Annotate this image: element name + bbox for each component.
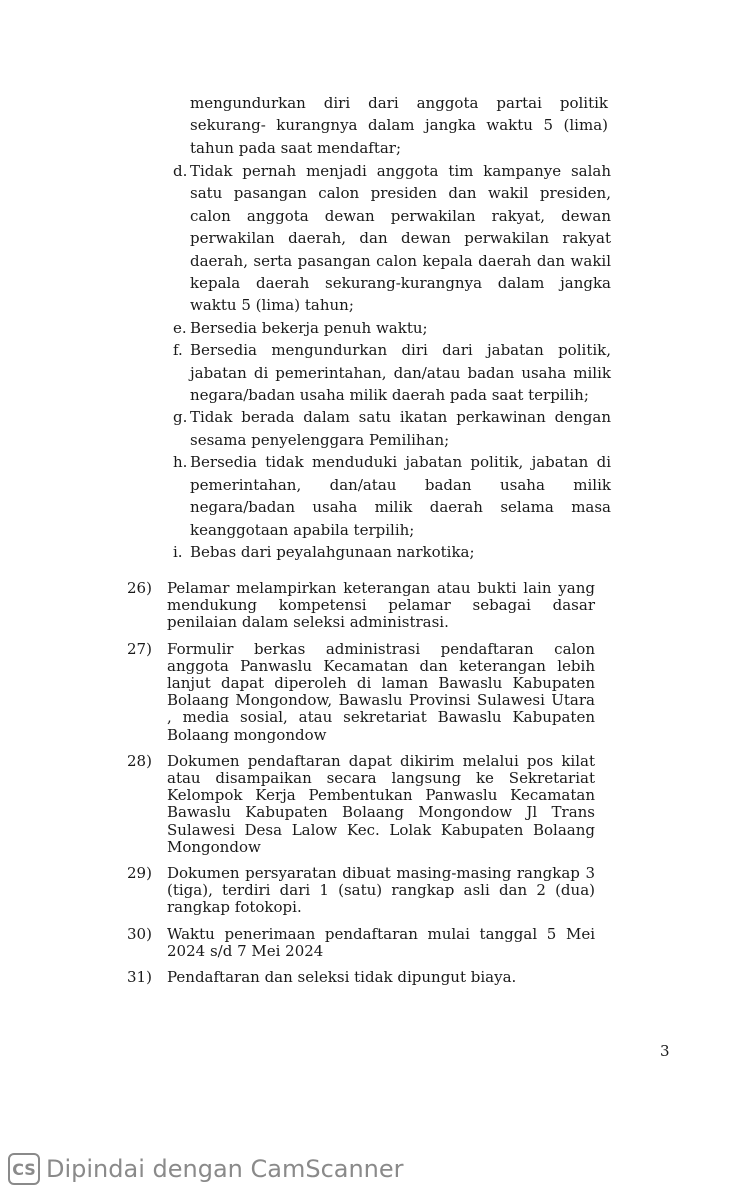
item-text: Tidak berada dalam satu ikatan perkawinan dengan sesama penyelenggara Pemilihan; [190,408,611,449]
camscanner-watermark [8,1150,404,1188]
list-item [173,317,611,339]
item-label: f. [173,341,183,360]
list-item [173,160,611,317]
item-number: 29) [127,864,152,883]
list-item [173,406,611,451]
item-text: Bersedia tidak menduduki jabatan politik, jabatan di pemerintahan, dan/atau badan usaha milik negara/badan usaha milik daerah selama masa keanggotaan apabila terpilih; [190,453,611,539]
list-item [127,580,595,632]
item-label: h. [173,453,188,472]
continuation-paragraph: mengundurkan diri dari anggota partai politik sekurang- kurangnya dalam jangka waktu 5 (lima) tahun pada saat mendaftar; [190,94,608,157]
item-text: Waktu penerimaan pendaftaran mulai tanggal 5 Mei 2024 s/d 7 Mei 2024 [167,924,595,960]
camscanner-logo-icon: CS [8,1153,40,1185]
item-text: Formulir berkas administrasi pendaftaran calon anggota Panwaslu Kecamatan dan keterangan lebih lanjut dapat diperoleh di laman Bawaslu Kabupaten Bolaang Mongondow, Bawaslu Provinsi Sulawesi Utara , media sosial, atau sekretariat Bawaslu Kabupaten Bolaang mongondow [167,639,595,744]
item-text: Pendaftaran dan seleksi tidak dipungut biaya. [167,968,517,987]
item-label: e. [173,318,187,337]
list-item [173,451,611,541]
list-item [127,753,595,856]
list-item [127,865,595,917]
item-number: 26) [127,579,152,597]
item-number: 27) [127,639,152,658]
item-text: Dokumen pendaftaran dapat dikirim melalui pos kilat atau disampaikan secara langsung ke Sekretariat Kelompok Kerja Pembentukan Panwaslu Kecamatan Bawaslu Kabupaten Bolaang Mongondow Jl Trans Sulawesi Desa Lalow Kec. Lolak Kabupaten Bolaang Mongondow [167,751,595,856]
item-text: Bebas dari peyalahgunaan narkotika; [190,542,475,561]
numbered-list [127,580,595,995]
list-item [173,541,611,563]
item-number: 28) [127,751,152,770]
item-text: Pelamar melampirkan keterangan atau bukti lain yang mendukung kompetensi pelamar sebagai dasar penilaian dalam seleksi administrasi. [167,579,595,632]
item-text: Tidak pernah menjadi anggota tim kampanye salah satu pasangan calon presiden dan wakil presiden, calon anggota dewan perwakilan rakyat, dewan perwakilan daerah, dan dewan perwakilan rakyat daerah, serta pasangan calon kepala daerah dan wakil kepala daerah sekurang-kurangnya dalam jangka waktu 5 (lima) tahun; [190,162,611,315]
list-item [127,641,595,744]
item-label: d. [173,162,188,180]
list-item [173,339,611,406]
item-number: 31) [127,968,152,987]
item-text: Bersedia mengundurkan diri dari jabatan politik, jabatan di pemerintahan, dan/atau badan usaha milik negara/badan usaha milik daerah pada saat terpilih; [190,341,611,405]
watermark-text: Dipindai dengan CamScanner [46,1155,404,1183]
letter-list [173,160,611,563]
page-number: 3 [660,1042,670,1060]
list-item [127,926,595,960]
item-number: 30) [127,924,152,943]
item-label: i. [173,542,183,561]
item-label: g. [173,408,188,427]
item-text: Dokumen persyaratan dibuat masing-masing rangkap 3 (tiga), terdiri dari 1 (satu) rangkap asli dan 2 (dua) rangkap fotokopi. [167,864,595,917]
item-text: Bersedia bekerja penuh waktu; [190,318,428,337]
list-item [127,969,595,986]
